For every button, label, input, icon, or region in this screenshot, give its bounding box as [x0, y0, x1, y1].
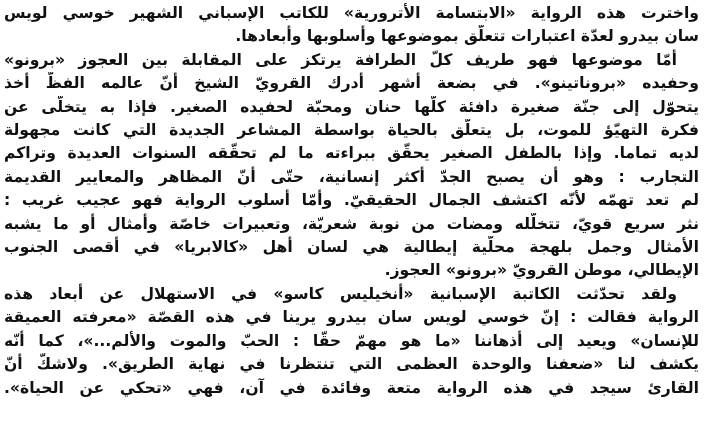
- text-line: يتحوّل إلى جنّة صغيرة دافئة كلّها حنان ومحبّة لحفيده الصغير. فإذا به يتخلّى عن: [4, 97, 699, 116]
- text-line: الأمثال وجمل بلهجة محلّية إيطالية هي لسان أهل «كالابريا» في أقصى الجنوب: [4, 238, 699, 257]
- paragraph-2: [4, 49, 699, 283]
- text-line: ولقد تحدّثت الكاتبة الإسبانية «أنخيليس كاسو» في الاستهلال عن أبعاد هذه: [4, 284, 677, 303]
- text-line: أمّا موضوعها فهو طريف كلّ الطرافة يرتكز على المقابلة بين العجوز «برونو»: [4, 50, 677, 69]
- text-line: الإيطالي، موطن القرويّ «برونو» العجوز.: [384, 261, 699, 280]
- text-line: للإنسان» ويعيد إلى أذهاننا «ما هو مهمّ حقّا : الحبّ والموت والألم...»، كما أنّه: [4, 331, 699, 350]
- text-line: فكرة التهيّؤ للموت، بل يتعلّق بالحياة بواسطة المشاعر الجديدة التي كانت مجهولة: [4, 121, 699, 140]
- text-line: الرواية فقالت : إنّ خوسي لويس سان بيدرو يرينا في هذه القصّة «معرفته العميقة: [4, 308, 699, 327]
- text-line: نثر سريع قويّ، تتخلّله ومضات من نوبة شعريّة، وتعبيرات خاصّة وأمثال أو ما يشبه: [4, 214, 699, 233]
- text-line: لديه تماما. وإذا بالطفل الصغير يحقّق ببراءته ما لم تحقّقه السنوات العديدة وتراكم: [4, 144, 699, 163]
- text-line: واخترت هذه الرواية «الابتسامة الأترورية» للكاتب الإسباني الشهير خوسي لويس: [4, 4, 699, 22]
- text-line: القارئ سيجد في هذه الرواية متعة وفائدة في آن، فهي «تحكي عن الحياة».: [4, 378, 699, 397]
- paragraph-1: [4, 2, 699, 49]
- text-line: وحفيده «بروناتينو». في بضعة أشهر أدرك القرويّ الشيخ أنّ عالمه الفظّ أخذ: [4, 74, 699, 93]
- text-line: لم تعد تهمّه لأنّه اكتشف الجمال الحقيقيّ. وأمّا أسلوب الرواية فهو عجيب غريب :: [4, 191, 699, 210]
- text-line: التجارب : وهو أن يصبح الجدّ أكثر إنسانية، حتّى أنّ المظاهر والمعايير القديمة: [4, 167, 699, 186]
- text-line: سان بيدرو لعدّة اعتبارات تتعلّق بموضوعها وأسلوبها وأبعادها.: [235, 27, 699, 46]
- paragraph-3: [4, 283, 699, 400]
- text-line: يكشف لنا «ضعفنا والوحدة العظمى التي تنتظرنا في نهاية الطريق». ولاشكّ أنّ: [4, 355, 699, 374]
